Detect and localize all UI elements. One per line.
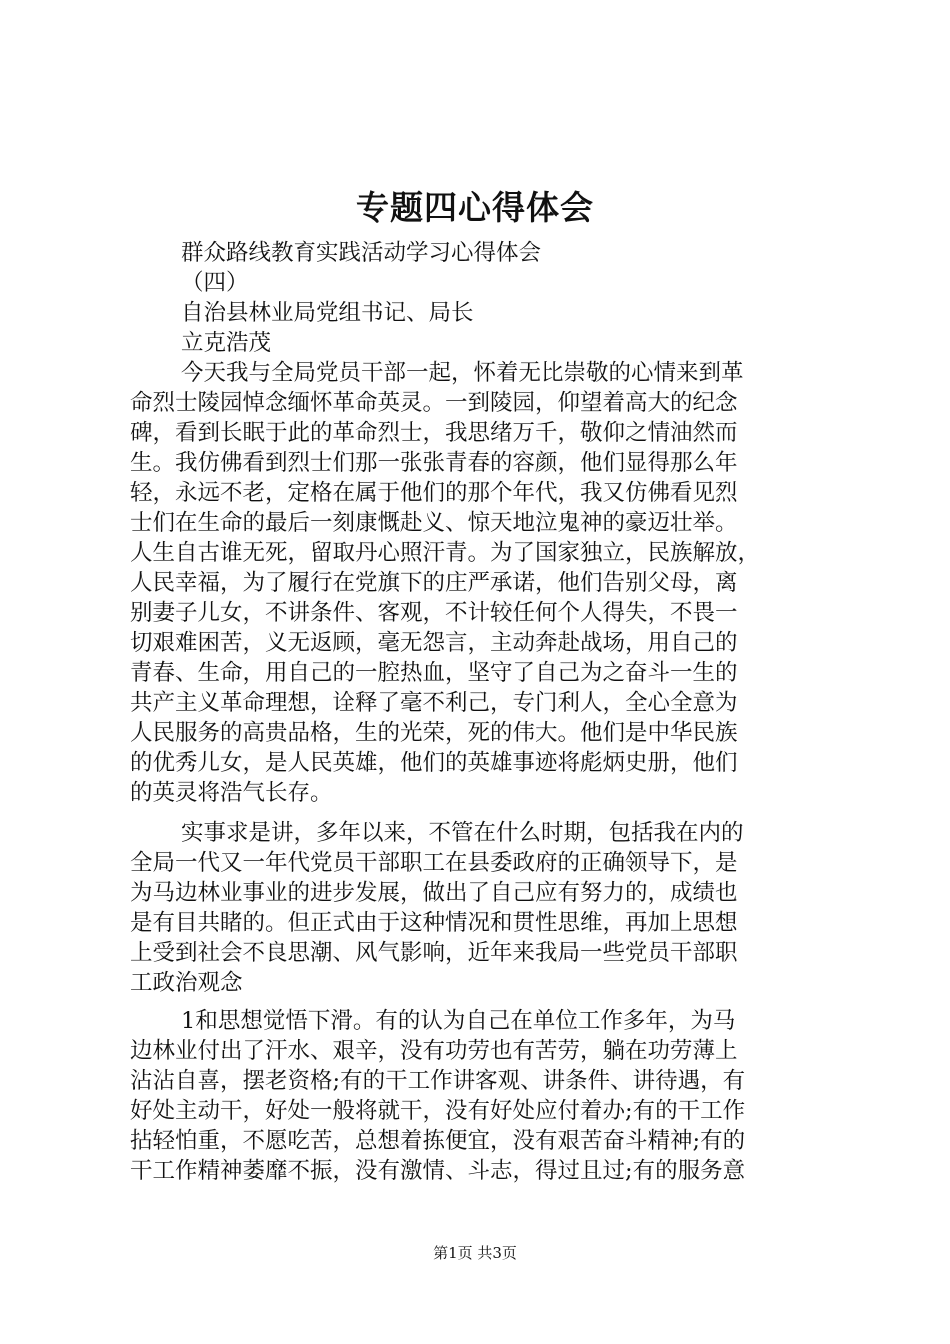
body-line: 拈轻怕重，不愿吃苦，总想着拣便宜，没有艰苦奋斗精神;有的 <box>130 1128 746 1154</box>
body-line: 全局一代又一年代党员干部职工在县委政府的正确领导下，是 <box>130 850 738 876</box>
body-line: 轻，永远不老，定格在属于他们的那个年代，我又仿佛看见烈 <box>130 480 738 506</box>
body-line: 边林业付出了汗水、艰辛，没有功劳也有苦劳，躺在功劳薄上 <box>130 1038 738 1064</box>
body-line: 好处主动干，好处一般将就干，没有好处应付着办;有的干工作 <box>130 1098 746 1124</box>
body-line: 士们在生命的最后一刻康慨赴义、惊天地泣鬼神的豪迈壮举。 <box>130 510 738 536</box>
body-line: 为马边林业事业的进步发展，做出了自己应有努力的，成绩也 <box>130 880 738 906</box>
body-line: 人民幸福，为了履行在党旗下的庄严承诺，他们告别父母，离 <box>130 570 738 596</box>
body-line: 的英灵将浩气长存。 <box>130 780 333 806</box>
body-line: 共产主义革命理想，诠释了毫不利己，专门利人，全心全意为 <box>130 690 738 716</box>
body-line: 生。我仿佛看到烈士们那一张张青春的容颜，他们显得那么年 <box>130 450 738 476</box>
body-line: 别妻子儿女，不讲条件、客观，不计较任何个人得失，不畏一 <box>130 600 738 626</box>
subtitle-number-line: （四） <box>181 270 249 296</box>
body-line: 今天我与全局党员干部一起，怀着无比崇敬的心情来到革 <box>181 360 744 386</box>
body-line: 人生自古谁无死，留取丹心照汗青。为了国家独立，民族解放， <box>130 540 761 566</box>
body-line: 实事求是讲，多年以来，不管在什么时期，包括我在内的 <box>181 820 744 846</box>
subtitle-line: 群众路线教育实践活动学习心得体会 <box>181 240 542 266</box>
body-line: 干工作精神萎靡不振，没有激情、斗志，得过且过;有的服务意 <box>130 1158 746 1184</box>
body-line: 碑，看到长眠于此的革命烈士，我思绪万千，敬仰之情油然而 <box>130 420 738 446</box>
body-line: 上受到社会不良思潮、风气影响，近年来我局一些党员干部职 <box>130 940 738 966</box>
body-line: 青春、生命，用自己的一腔热血，坚守了自己为之奋斗一生的 <box>130 660 738 686</box>
page-footer: 第1页 共3页 <box>433 1244 517 1262</box>
body-line: 沾沾自喜，摆老资格;有的干工作讲客观、讲条件、讲待遇，有 <box>130 1068 746 1094</box>
author-title-line: 自治县林业局党组书记、局长 <box>181 300 474 326</box>
body-line: 的优秀儿女，是人民英雄，他们的英雄事迹将彪炳史册，他们 <box>130 750 738 776</box>
author-name-line: 立克浩茂 <box>181 330 272 356</box>
body-line: 是有目共睹的。但正式由于这种情况和贯性思维，再加上思想 <box>130 910 738 936</box>
document-title: 专题四心得体会 <box>356 188 594 227</box>
body-line: 切艰难困苦，义无返顾，毫无怨言，主动奔赴战场，用自己的 <box>130 630 738 656</box>
body-line: 工政治观念 <box>130 970 243 996</box>
body-line: 人民服务的高贵品格，生的光荣，死的伟大。他们是中华民族 <box>130 720 738 746</box>
body-line: 1和思想觉悟下滑。有的认为自己在单位工作多年，为马 <box>181 1008 736 1034</box>
body-line: 命烈士陵园悼念缅怀革命英灵。一到陵园，仰望着高大的纪念 <box>130 390 738 416</box>
